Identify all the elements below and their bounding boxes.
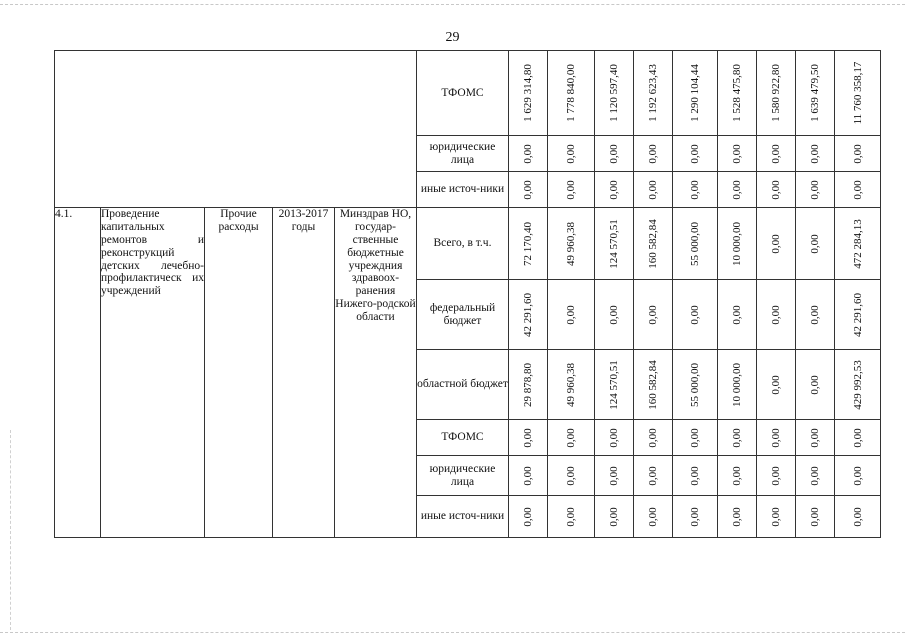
funding-source-cell: ТФОМС: [417, 420, 509, 456]
value-cell: [835, 172, 881, 208]
value-text: 0,00: [646, 304, 659, 325]
value-text: 0,00: [769, 465, 782, 486]
value-text: 0,00: [808, 506, 821, 527]
value-text: 1 290 104,44: [688, 64, 701, 122]
continuation-blank-cell: [55, 51, 417, 208]
value-cell: [718, 420, 757, 456]
value-cell: [595, 280, 634, 350]
value-text: 42 291,60: [521, 292, 534, 337]
value-text: 0,00: [607, 427, 620, 448]
value-cell: [718, 172, 757, 208]
value-text: 0,00: [808, 179, 821, 200]
page-number: 29: [445, 30, 460, 45]
value-text: 0,00: [646, 143, 659, 164]
value-cell: [835, 456, 881, 496]
value-cell: [509, 172, 548, 208]
value-cell: [595, 456, 634, 496]
value-cell: [509, 420, 548, 456]
value-cell: [796, 280, 835, 350]
value-text: 72 170,40: [521, 221, 534, 266]
value-cell: [796, 51, 835, 136]
value-text: 0,00: [688, 304, 701, 325]
expense-type: Прочие расходы: [205, 208, 273, 538]
value-cell: [548, 420, 595, 456]
value-cell: [634, 208, 673, 280]
value-cell: [509, 208, 548, 280]
value-cell: [718, 208, 757, 280]
value-text: 0,00: [730, 506, 743, 527]
implementation-period: 2013-2017 годы: [273, 208, 335, 538]
value-cell: [673, 136, 718, 172]
value-text: 0,00: [607, 304, 620, 325]
value-text: 0,00: [688, 179, 701, 200]
value-text: 1 528 475,80: [730, 64, 743, 122]
budget-table: [54, 50, 881, 538]
value-cell: [509, 51, 548, 136]
value-text: 0,00: [808, 233, 821, 254]
value-text: 0,00: [607, 506, 620, 527]
value-text: 0,00: [564, 143, 577, 164]
value-text: 0,00: [688, 427, 701, 448]
table-row: [55, 208, 881, 280]
value-text: 0,00: [808, 427, 821, 448]
value-cell: [673, 350, 718, 420]
value-cell: [595, 496, 634, 538]
value-text: 0,00: [564, 465, 577, 486]
value-cell: [548, 208, 595, 280]
value-cell: [757, 420, 796, 456]
value-text: 124 570,51: [607, 359, 620, 410]
funding-source-cell: иные источ-ники: [417, 172, 509, 208]
value-cell: [757, 51, 796, 136]
value-text: 1 580 922,80: [769, 64, 782, 122]
value-cell: [634, 136, 673, 172]
value-cell: [835, 136, 881, 172]
value-text: 0,00: [607, 179, 620, 200]
value-cell: [548, 280, 595, 350]
value-text: 0,00: [769, 427, 782, 448]
value-text: 0,00: [808, 143, 821, 164]
value-cell: [796, 496, 835, 538]
value-text: 42 291,60: [851, 292, 864, 337]
value-cell: [757, 136, 796, 172]
value-text: 0,00: [808, 374, 821, 395]
value-text: 0,00: [521, 427, 534, 448]
value-text: 0,00: [646, 465, 659, 486]
value-cell: [595, 208, 634, 280]
value-text: 160 582,84: [646, 218, 659, 269]
scan-edge-bottom: [0, 632, 905, 633]
funding-source-cell: юридические лица: [417, 136, 509, 172]
funding-source-cell: областной бюджет: [417, 350, 509, 420]
value-cell: [673, 456, 718, 496]
value-cell: [548, 51, 595, 136]
value-text: 0,00: [646, 506, 659, 527]
scan-edge-top: [0, 4, 905, 5]
value-text: 0,00: [851, 506, 864, 527]
value-text: 1 120 597,40: [607, 64, 620, 122]
funding-source-cell: юридические лица: [417, 456, 509, 496]
value-cell: [634, 456, 673, 496]
value-text: 0,00: [851, 143, 864, 164]
value-cell: [595, 136, 634, 172]
funding-source-cell: Всего, в т.ч.: [417, 208, 509, 280]
value-cell: [548, 496, 595, 538]
value-cell: [509, 456, 548, 496]
funding-source-cell: ТФОМС: [417, 51, 509, 136]
value-text: 0,00: [564, 427, 577, 448]
value-cell: [835, 420, 881, 456]
value-text: 0,00: [521, 465, 534, 486]
value-text: 160 582,84: [646, 359, 659, 410]
value-cell: [718, 280, 757, 350]
scan-edge-left: [10, 430, 11, 630]
value-text: 0,00: [564, 506, 577, 527]
value-text: 0,00: [808, 304, 821, 325]
value-cell: [634, 172, 673, 208]
value-cell: [718, 456, 757, 496]
item-name: Проведение капитальных ремонтов и реконструкций детских лечебно-профилактическ их учреждений: [101, 208, 205, 538]
value-cell: [835, 280, 881, 350]
value-text: 49 960,38: [564, 221, 577, 266]
item-number: 4.1.: [55, 208, 101, 538]
value-text: 0,00: [564, 304, 577, 325]
value-cell: [835, 350, 881, 420]
value-text: 0,00: [769, 179, 782, 200]
value-text: 55 000,00: [688, 362, 701, 407]
value-cell: [634, 496, 673, 538]
value-cell: [757, 208, 796, 280]
value-text: 0,00: [769, 506, 782, 527]
value-text: 0,00: [688, 506, 701, 527]
value-text: 429 992,53: [851, 359, 864, 410]
value-cell: [548, 136, 595, 172]
value-text: 0,00: [521, 143, 534, 164]
value-text: 124 570,51: [607, 218, 620, 269]
value-text: 0,00: [521, 179, 534, 200]
value-cell: [634, 51, 673, 136]
value-cell: [673, 420, 718, 456]
value-cell: [757, 280, 796, 350]
value-cell: [509, 350, 548, 420]
value-cell: [718, 51, 757, 136]
value-text: 11 760 358,17: [851, 61, 864, 125]
table-row: [55, 51, 881, 136]
value-text: 0,00: [769, 233, 782, 254]
value-text: 10 000,00: [730, 221, 743, 266]
value-cell: [796, 456, 835, 496]
value-text: 0,00: [730, 143, 743, 164]
value-cell: [509, 280, 548, 350]
value-text: 0,00: [521, 506, 534, 527]
value-text: 472 284,13: [851, 218, 864, 269]
value-text: 0,00: [688, 465, 701, 486]
value-text: 29 878,80: [521, 362, 534, 407]
value-cell: [673, 172, 718, 208]
value-cell: [718, 496, 757, 538]
value-cell: [673, 496, 718, 538]
value-text: 0,00: [730, 465, 743, 486]
value-cell: [673, 280, 718, 350]
value-cell: [757, 456, 796, 496]
value-cell: [634, 350, 673, 420]
value-cell: [548, 172, 595, 208]
value-cell: [796, 350, 835, 420]
value-cell: [509, 496, 548, 538]
value-text: 0,00: [607, 465, 620, 486]
value-cell: [796, 420, 835, 456]
value-cell: [796, 172, 835, 208]
value-text: 0,00: [646, 427, 659, 448]
value-text: 10 000,00: [730, 362, 743, 407]
value-cell: [634, 280, 673, 350]
value-cell: [548, 350, 595, 420]
value-cell: [595, 350, 634, 420]
value-cell: [718, 136, 757, 172]
value-cell: [509, 136, 548, 172]
value-text: 55 000,00: [688, 221, 701, 266]
value-text: 0,00: [851, 427, 864, 448]
value-cell: [595, 51, 634, 136]
value-cell: [673, 51, 718, 136]
value-text: 0,00: [730, 427, 743, 448]
value-text: 0,00: [688, 143, 701, 164]
value-cell: [718, 350, 757, 420]
value-text: 1 778 840,00: [564, 64, 577, 122]
value-cell: [796, 208, 835, 280]
value-cell: [673, 208, 718, 280]
value-text: 0,00: [808, 465, 821, 486]
value-text: 0,00: [769, 304, 782, 325]
value-cell: [835, 51, 881, 136]
value-cell: [634, 420, 673, 456]
value-text: 0,00: [851, 465, 864, 486]
value-cell: [757, 496, 796, 538]
value-cell: [835, 208, 881, 280]
value-text: 0,00: [564, 179, 577, 200]
value-cell: [757, 172, 796, 208]
value-text: 0,00: [730, 304, 743, 325]
value-text: 1 629 314,80: [521, 64, 534, 122]
value-cell: [757, 350, 796, 420]
value-text: 1 639 479,50: [808, 64, 821, 122]
value-cell: [548, 456, 595, 496]
funding-source-cell: федеральный бюджет: [417, 280, 509, 350]
value-text: 0,00: [607, 143, 620, 164]
value-cell: [796, 136, 835, 172]
value-text: 1 192 623,43: [646, 64, 659, 122]
value-cell: [595, 420, 634, 456]
value-cell: [835, 496, 881, 538]
executor: Минздрав НО, государ-ственные бюджетные учреждния здравоох-ранения Нижего-родской области: [335, 208, 417, 538]
value-text: 0,00: [730, 179, 743, 200]
value-text: 0,00: [646, 179, 659, 200]
value-text: 0,00: [769, 143, 782, 164]
value-cell: [595, 172, 634, 208]
value-text: 0,00: [851, 179, 864, 200]
funding-source-cell: иные источ-ники: [417, 496, 509, 538]
value-text: 0,00: [769, 374, 782, 395]
value-text: 49 960,38: [564, 362, 577, 407]
